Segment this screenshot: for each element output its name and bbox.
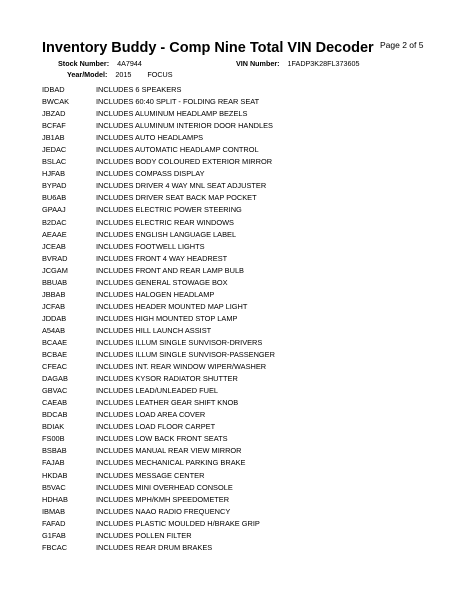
option-row [42, 192, 442, 204]
option-description: INCLUDES COMPASS DISPLAY [96, 169, 205, 179]
option-code: BVRAD [42, 253, 68, 263]
year-value: 2015 [115, 70, 132, 79]
option-code: CAEAB [42, 398, 68, 408]
option-row [42, 409, 442, 421]
option-row [42, 217, 442, 229]
option-row [42, 241, 442, 253]
option-description: INCLUDES ALUMINUM INTERIOR DOOR HANDLES [96, 121, 273, 131]
option-row [42, 132, 442, 144]
option-code: A54AB [42, 325, 66, 335]
option-row [42, 506, 442, 518]
option-description: INCLUDES DRIVER SEAT BACK MAP POCKET [96, 193, 257, 203]
option-code: JCGAM [42, 265, 68, 275]
option-row [42, 373, 442, 385]
option-description: INCLUDES POLLEN FILTER [96, 530, 192, 540]
option-description: INCLUDES MPH/KMH SPEEDOMETER [96, 494, 230, 504]
option-row [42, 397, 442, 409]
option-row [42, 482, 442, 494]
option-code: BSLAC [42, 157, 67, 167]
stock-number-label: Stock Number: [58, 59, 110, 68]
option-description: INCLUDES LOW BACK FRONT SEATS [96, 434, 228, 444]
option-description: INCLUDES AUTOMATIC HEADLAMP CONTROL [96, 145, 259, 155]
option-description: INCLUDES HIGH MOUNTED STOP LAMP [96, 313, 238, 323]
option-description: INCLUDES HALOGEN HEADLAMP [96, 289, 215, 299]
option-row [42, 361, 442, 373]
option-row [42, 120, 442, 132]
option-code: B2DAC [42, 217, 67, 227]
option-row [42, 530, 442, 542]
option-description: INCLUDES GENERAL STOWAGE BOX [96, 277, 228, 287]
option-code: GBVAC [42, 386, 68, 396]
option-description: INCLUDES ILLUM SINGLE SUNVISOR-DRIVERS [96, 337, 263, 347]
option-row [42, 156, 442, 168]
option-row [42, 204, 442, 216]
option-description: INCLUDES LOAD FLOOR CARPET [96, 422, 216, 432]
option-code: JDDAB [42, 313, 67, 323]
year-model [67, 70, 173, 79]
option-description: INCLUDES ELECTRIC REAR WINDOWS [96, 217, 234, 227]
option-description: INCLUDES LEAD/UNLEADED FUEL [96, 386, 218, 396]
option-description: INCLUDES ENGLISH LANGUAGE LABEL [96, 229, 237, 239]
option-row [42, 144, 442, 156]
option-row [42, 265, 442, 277]
option-row [42, 494, 442, 506]
option-row [42, 84, 442, 96]
option-code: CFEAC [42, 362, 68, 372]
option-row [42, 542, 442, 554]
option-code: BCFAF [42, 121, 66, 131]
option-code: BDCAB [42, 410, 68, 420]
option-description: INCLUDES KYSOR RADIATOR SHUTTER [96, 374, 238, 384]
option-row [42, 180, 442, 192]
option-description: INCLUDES FRONT 4 WAY HEADREST [96, 253, 228, 263]
model-value: FOCUS [147, 70, 173, 79]
option-code: JCFAB [42, 301, 65, 311]
option-code: DAGAB [42, 374, 68, 384]
option-description: INCLUDES NAAO RADIO FREQUENCY [96, 506, 231, 516]
option-description: INCLUDES HILL LAUNCH ASSIST [96, 325, 212, 335]
option-row [42, 349, 442, 361]
option-code: BU6AB [42, 193, 67, 203]
option-row [42, 385, 442, 397]
option-code: BDIAK [42, 422, 65, 432]
option-code: FS00B [42, 434, 65, 444]
option-description: INCLUDES ALUMINUM HEADLAMP BEZELS [96, 109, 248, 119]
option-row [42, 337, 442, 349]
option-code: FAJAB [42, 458, 65, 468]
option-code: IDBAD [42, 85, 65, 94]
option-code: FAFAD [42, 518, 66, 528]
option-row [42, 470, 442, 482]
option-description: INCLUDES MECHANICAL PARKING BRAKE [96, 458, 246, 468]
option-code: JBZAD [42, 109, 66, 119]
option-row [42, 518, 442, 530]
option-row [42, 421, 442, 433]
page-number: Page 2 of 5 [380, 40, 424, 50]
option-description: INCLUDES PLASTIC MOULDED H/BRAKE GRIP [96, 518, 260, 528]
option-row [42, 433, 442, 445]
page-title: Inventory Buddy - Comp Nine Total VIN Decoder [42, 40, 374, 56]
option-code: JB1AB [42, 133, 65, 143]
option-description: INCLUDES MANUAL REAR VIEW MIRROR [96, 446, 242, 456]
option-code: JEDAC [42, 145, 67, 155]
option-row [42, 229, 442, 241]
option-code: JCEAB [42, 241, 66, 251]
option-description: INCLUDES REAR DRUM BRAKES [96, 542, 213, 552]
option-description: INCLUDES AUTO HEADLAMPS [96, 133, 204, 143]
option-description: INCLUDES MINI OVERHEAD CONSOLE [96, 482, 233, 492]
option-description: INCLUDES MESSAGE CENTER [96, 470, 205, 480]
option-code: AEAAE [42, 229, 67, 239]
option-description: INCLUDES LOAD AREA COVER [96, 410, 206, 420]
vin-number [236, 59, 359, 68]
option-description: INCLUDES LEATHER GEAR SHIFT KNOB [96, 398, 239, 408]
option-code: BBUAB [42, 277, 68, 287]
option-description: INCLUDES DRIVER 4 WAY MNL SEAT ADJUSTER [96, 181, 267, 191]
option-code: HDHAB [42, 494, 68, 504]
option-code: B5VAC [42, 482, 66, 492]
option-row [42, 313, 442, 325]
option-row [42, 253, 442, 265]
option-code: BSBAB [42, 446, 67, 456]
option-code: BCBAE [42, 350, 68, 360]
option-description: INCLUDES 6 SPEAKERS [96, 85, 182, 94]
option-description: INCLUDES ILLUM SINGLE SUNVISOR-PASSENGER [96, 350, 275, 360]
option-row [42, 445, 442, 457]
option-code: HKDAB [42, 470, 68, 480]
option-code: GPAAJ [42, 205, 66, 215]
option-code: JBBAB [42, 289, 66, 299]
option-code: BWCAK [42, 97, 70, 107]
option-code: BCAAE [42, 337, 68, 347]
option-code: FBCAC [42, 542, 68, 552]
option-code: G1FAB [42, 530, 66, 540]
option-code: HJFAB [42, 169, 65, 179]
option-row [42, 325, 442, 337]
option-list [42, 84, 442, 554]
stock-number-value: 4A7944 [117, 59, 142, 68]
option-description: INCLUDES HEADER MOUNTED MAP LIGHT [96, 301, 248, 311]
option-row [42, 96, 442, 108]
option-code: IBMAB [42, 506, 65, 516]
option-row [42, 301, 442, 313]
option-description: INCLUDES FOOTWELL LIGHTS [96, 241, 205, 251]
option-row [42, 277, 442, 289]
option-row [42, 108, 442, 120]
option-row [42, 168, 442, 180]
stock-number [58, 59, 142, 68]
option-description: INCLUDES 60:40 SPLIT - FOLDING REAR SEAT [96, 97, 260, 107]
vin-number-label: VIN Number: [236, 59, 280, 68]
option-code: BYPAD [42, 181, 67, 191]
option-row [42, 457, 442, 469]
option-description: INCLUDES INT. REAR WINDOW WIPER/WASHER [96, 362, 267, 372]
option-description: INCLUDES ELECTRIC POWER STEERING [96, 205, 242, 215]
option-description: INCLUDES FRONT AND REAR LAMP BULB [96, 265, 244, 275]
vin-number-value: 1FADP3K28FL373605 [287, 59, 360, 68]
option-description: INCLUDES BODY COLOURED EXTERIOR MIRROR [96, 157, 273, 167]
option-row [42, 289, 442, 301]
year-model-label: Year/Model: [67, 70, 108, 79]
